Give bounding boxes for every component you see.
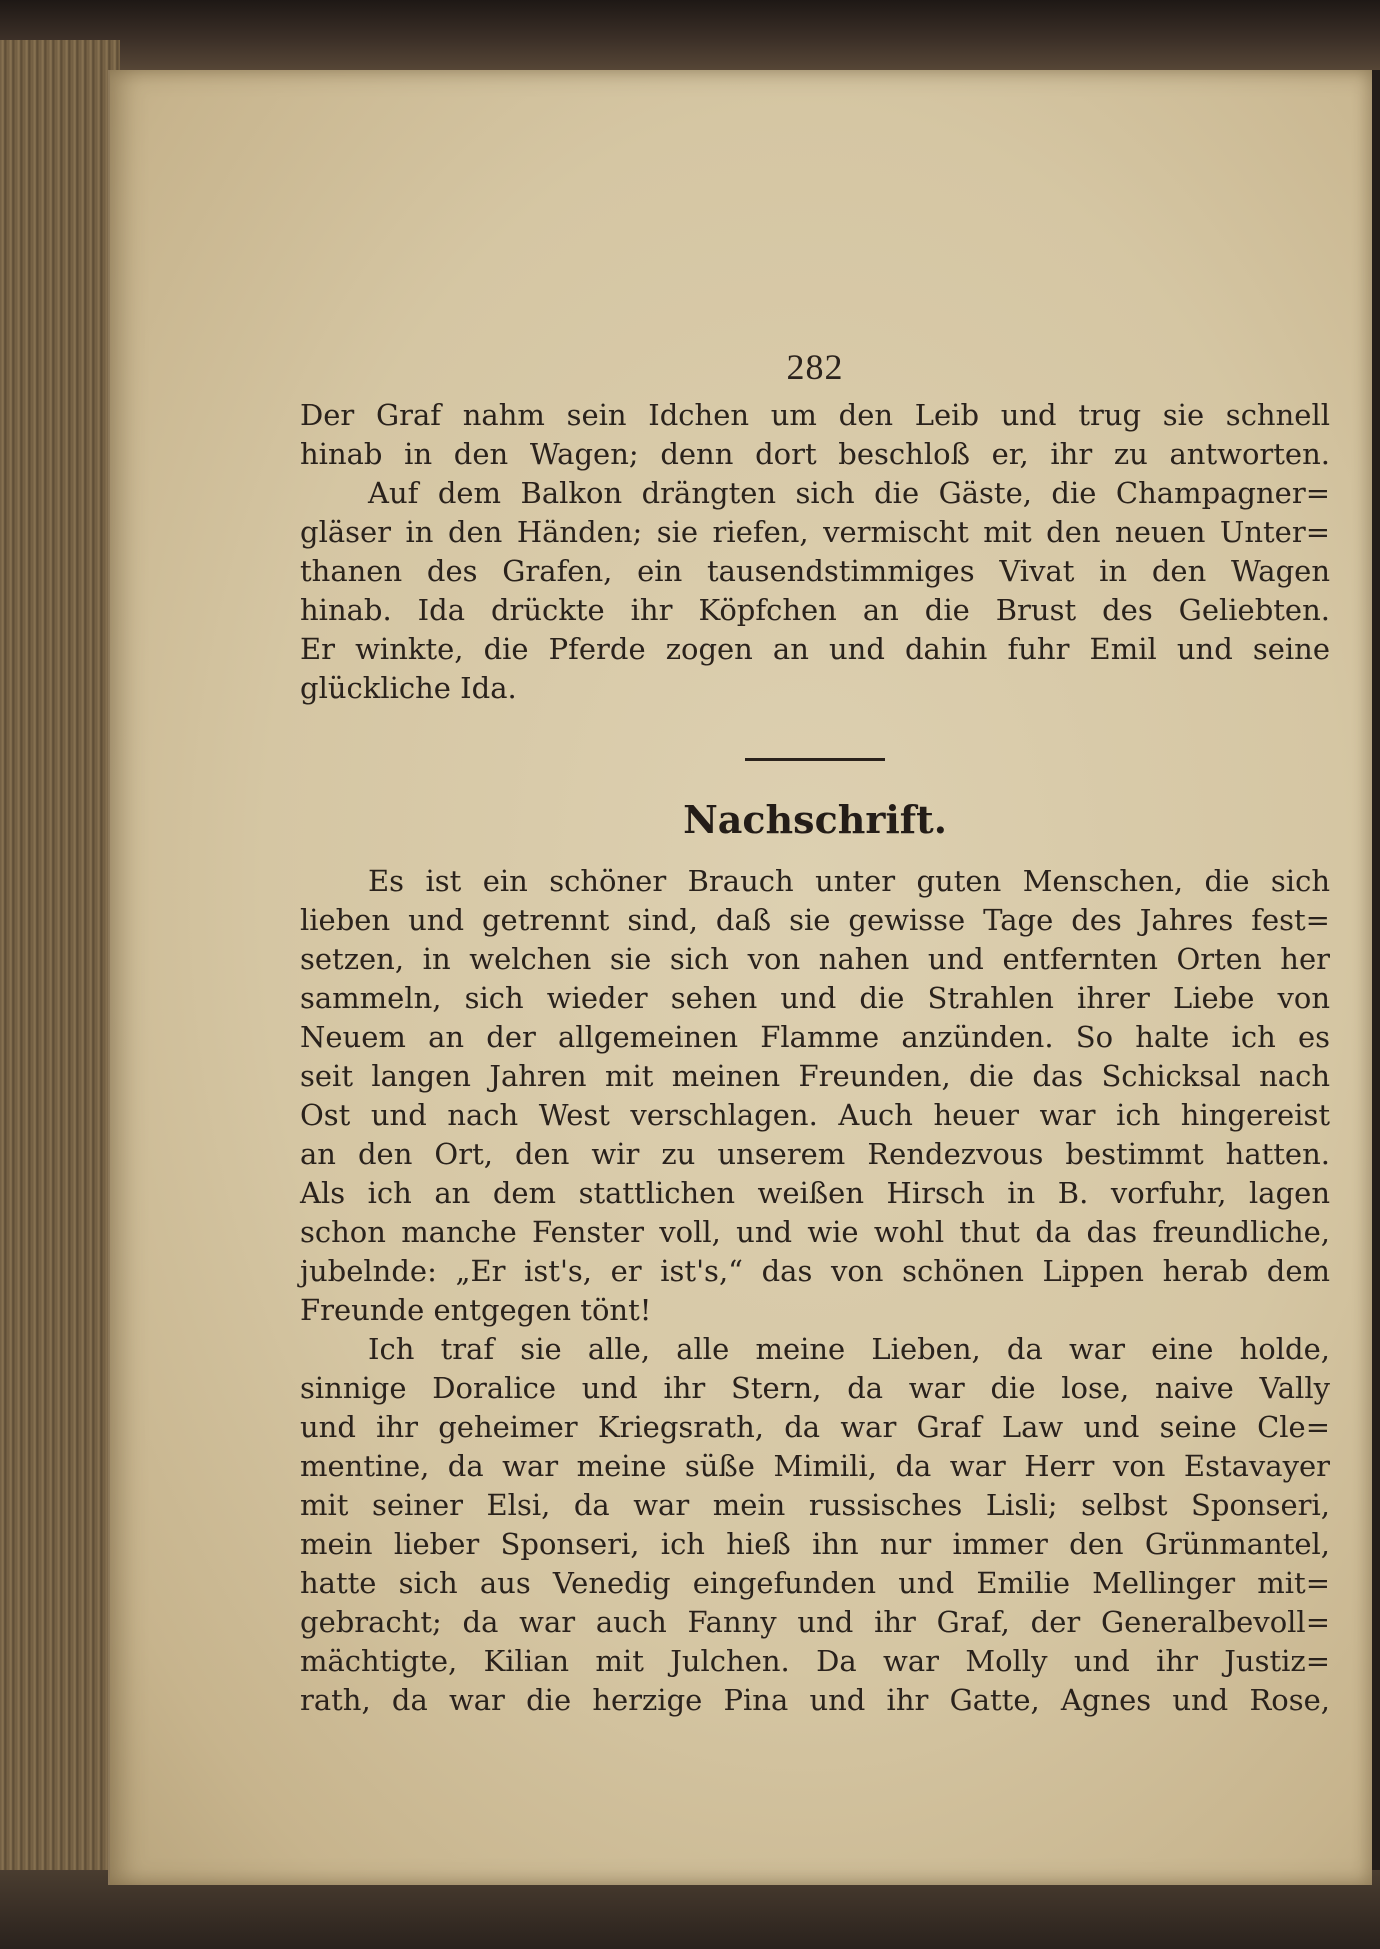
text-line: lieben und getrennt sind, daß sie gewisse Tage des Jahres fest= — [300, 903, 1330, 937]
text-line: und ihr geheimer Kriegsrath, da war Graf Law und seine Cle= — [300, 1410, 1330, 1444]
text-line: gläser in den Händen; sie riefen, vermischt mit den neuen Unter= — [300, 515, 1330, 549]
text-line: mächtigte, Kilian mit Julchen. Da war Molly und ihr Justiz= — [300, 1644, 1330, 1678]
text-line: setzen, in welchen sie sich von nahen und entfernten Orten her — [300, 942, 1330, 976]
text-line: seit langen Jahren mit meinen Freunden, die das Schicksal nach — [300, 1059, 1330, 1093]
text-line: schon manche Fenster voll, und wie wohl thut da das freundliche, — [300, 1215, 1330, 1249]
book-top-edge — [0, 0, 1380, 70]
paragraph-top-2 — [300, 474, 1330, 708]
text-line: gebracht; da war auch Fanny und ihr Graf, der Generalbevoll= — [300, 1605, 1330, 1639]
page-number: 282 — [786, 347, 844, 387]
text-line: sammeln, sich wieder sehen und die Strahlen ihrer Liebe von — [300, 981, 1330, 1015]
text-line: Ich traf sie alle, alle meine Lieben, da war eine holde, — [368, 1332, 1330, 1366]
text-line: glückliche Ida. — [300, 671, 517, 705]
text-line: sinnige Doralice und ihr Stern, da war die lose, naive Vally — [300, 1371, 1330, 1405]
page-content — [300, 270, 1330, 1720]
text-line: Als ich an dem stattlichen weißen Hirsch in B. vorfuhr, lagen — [300, 1176, 1330, 1210]
text-line: mein lieber Sponseri, ich hieß ihn nur immer den Grünmantel, — [300, 1527, 1330, 1561]
text-line: Auf dem Balkon drängten sich die Gäste, die Champagner= — [368, 476, 1330, 510]
paragraph-top-1 — [300, 396, 1330, 474]
text-line: hatte sich aus Venedig eingefunden und Emilie Mellinger mit= — [300, 1566, 1330, 1600]
paragraph-bottom-2 — [300, 1330, 1330, 1720]
section-heading: Nachschrift. — [683, 797, 947, 842]
book-page — [108, 70, 1372, 1885]
text-line: Neuem an der allgemeinen Flamme anzünden. So halte ich es — [300, 1020, 1330, 1054]
text-line: Der Graf nahm sein Idchen um den Leib und trug sie schnell — [300, 398, 1330, 432]
text-line: Er winkte, die Pferde zogen an und dahin fuhr Emil und seine — [300, 632, 1330, 666]
text-line: hinab in den Wagen; denn dort beschloß er, ihr zu antworten. — [300, 437, 1330, 471]
text-line: mit seiner Elsi, da war mein russisches Lisli; selbst Sponseri, — [300, 1488, 1330, 1522]
text-line: Freunde entgegen tönt! — [300, 1293, 652, 1327]
text-line: Ost und nach West verschlagen. Auch heuer war ich hingereist — [300, 1098, 1330, 1132]
text-line: mentine, da war meine süße Mimili, da war Herr von Estavayer — [300, 1449, 1330, 1483]
text-line: Es ist ein schöner Brauch unter guten Menschen, die sich — [368, 864, 1330, 898]
text-line: jubelnde: „Er ist's, er ist's,“ das von schönen Lippen herab dem — [300, 1254, 1330, 1288]
text-line: rath, da war die herzige Pina und ihr Gatte, Agnes und Rose, — [300, 1683, 1330, 1717]
text-line: thanen des Grafen, ein tausendstimmiges Vivat in den Wagen — [300, 554, 1330, 588]
text-line: hinab. Ida drückte ihr Köpfchen an die Brust des Geliebten. — [300, 593, 1330, 627]
text-line: an den Ort, den wir zu unserem Rendezvous bestimmt hatten. — [300, 1137, 1330, 1171]
page-stack-left — [0, 40, 120, 1949]
section-divider — [745, 758, 885, 761]
paragraph-bottom-1 — [300, 862, 1330, 1330]
